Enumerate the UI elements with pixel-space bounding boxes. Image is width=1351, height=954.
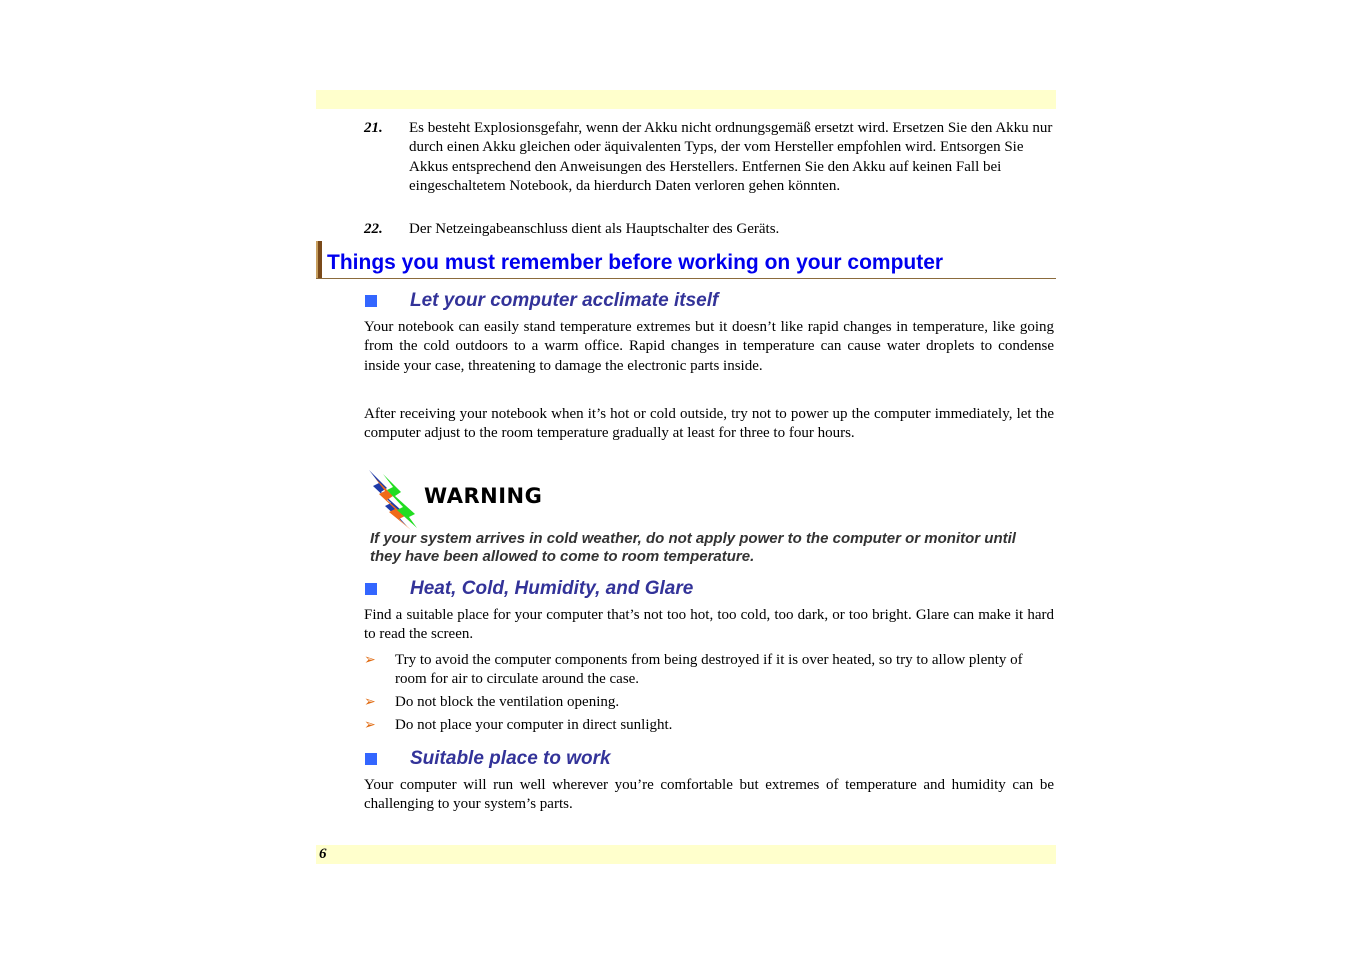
paragraph: After receiving your notebook when it’s hot or cold outside, try not to power up the computer immediately, let the computer adjust to the room temperature gradually at least for three to four hours.: [364, 406, 1054, 442]
arrow-bullet-icon: ➢: [364, 694, 376, 710]
footer-band: [316, 845, 1056, 864]
item-number: 22.: [364, 221, 383, 237]
subheading-text: Heat, Cold, Humidity, and Glare: [410, 578, 694, 599]
header-band: [316, 90, 1056, 109]
subheading-acclimate: [364, 290, 1054, 314]
blue-square-icon: [365, 295, 377, 307]
section-heading: [316, 241, 1056, 279]
subheading-text: Let your computer acclimate itself: [410, 290, 719, 311]
page-number: 6: [319, 846, 327, 862]
numbered-item-22: [364, 220, 1054, 239]
subheading-text: Suitable place to work: [410, 748, 611, 769]
item-text: Der Netzeingabeanschluss dient als Hauptschalter des Geräts.: [409, 221, 780, 237]
item-text: Es besteht Explosionsgefahr, wenn der Akku nicht ordnungsgemäß ersetzt wird. Ersetzen Sie den Akku nur durch einen Akku gleichen oder äquivalenten Typs, der vom Hersteller empfohlen wird. Entsorgen Sie Akkus entsprechend den Anweisungen des Herstellers. Entfernen Sie den Akku auf keinen Fall bei eingeschaltetem Notebook, da hierdurch Daten verloren gehen könnten.: [409, 120, 1053, 194]
list-item: [364, 651, 1054, 690]
list-item: [364, 716, 1054, 735]
arrow-bullet-icon: ➢: [364, 652, 376, 668]
paragraph: Your computer will run well wherever you’re comfortable but extremes of temperature and humidity can be challenging to your system’s parts.: [364, 777, 1054, 813]
blue-square-icon: [365, 753, 377, 765]
warning-title: WARNING: [424, 484, 543, 508]
paragraph: Find a suitable place for your computer that’s not too hot, too cold, too dark, or too bright. Glare can make it hard to read the screen.: [364, 607, 1054, 643]
numbered-item-21: [364, 119, 1054, 196]
arrow-bullet-icon: ➢: [364, 717, 376, 733]
lightning-bolt-icon: [367, 466, 419, 530]
subheading-heat-cold: [364, 578, 1054, 602]
bullet-text: Do not block the ventilation opening.: [395, 694, 620, 710]
bullet-text: Do not place your computer in direct sunlight.: [395, 717, 673, 733]
warning-text: If your system arrives in cold weather, do not apply power to the computer or monitor until they have been allowed to come to room temperature.: [370, 530, 1016, 565]
heading-bar: [316, 241, 322, 278]
bullet-text: Try to avoid the computer components from being destroyed if it is over heated, so try to allow plenty of room for air to circulate around the case.: [395, 652, 1023, 688]
subheading-suitable-place: [364, 748, 1054, 772]
list-item: [364, 693, 1054, 712]
blue-square-icon: [365, 583, 377, 595]
section-heading-text: Things you must remember before working on your computer: [327, 251, 944, 274]
item-number: 21.: [364, 120, 383, 136]
paragraph: Your notebook can easily stand temperature extremes but it doesn’t like rapid changes in temperature, like going from the cold outdoors to a warm office. Rapid changes in temperature can cause water droplets to condense inside your case, threatening to damage the electronic parts inside.: [364, 319, 1054, 374]
